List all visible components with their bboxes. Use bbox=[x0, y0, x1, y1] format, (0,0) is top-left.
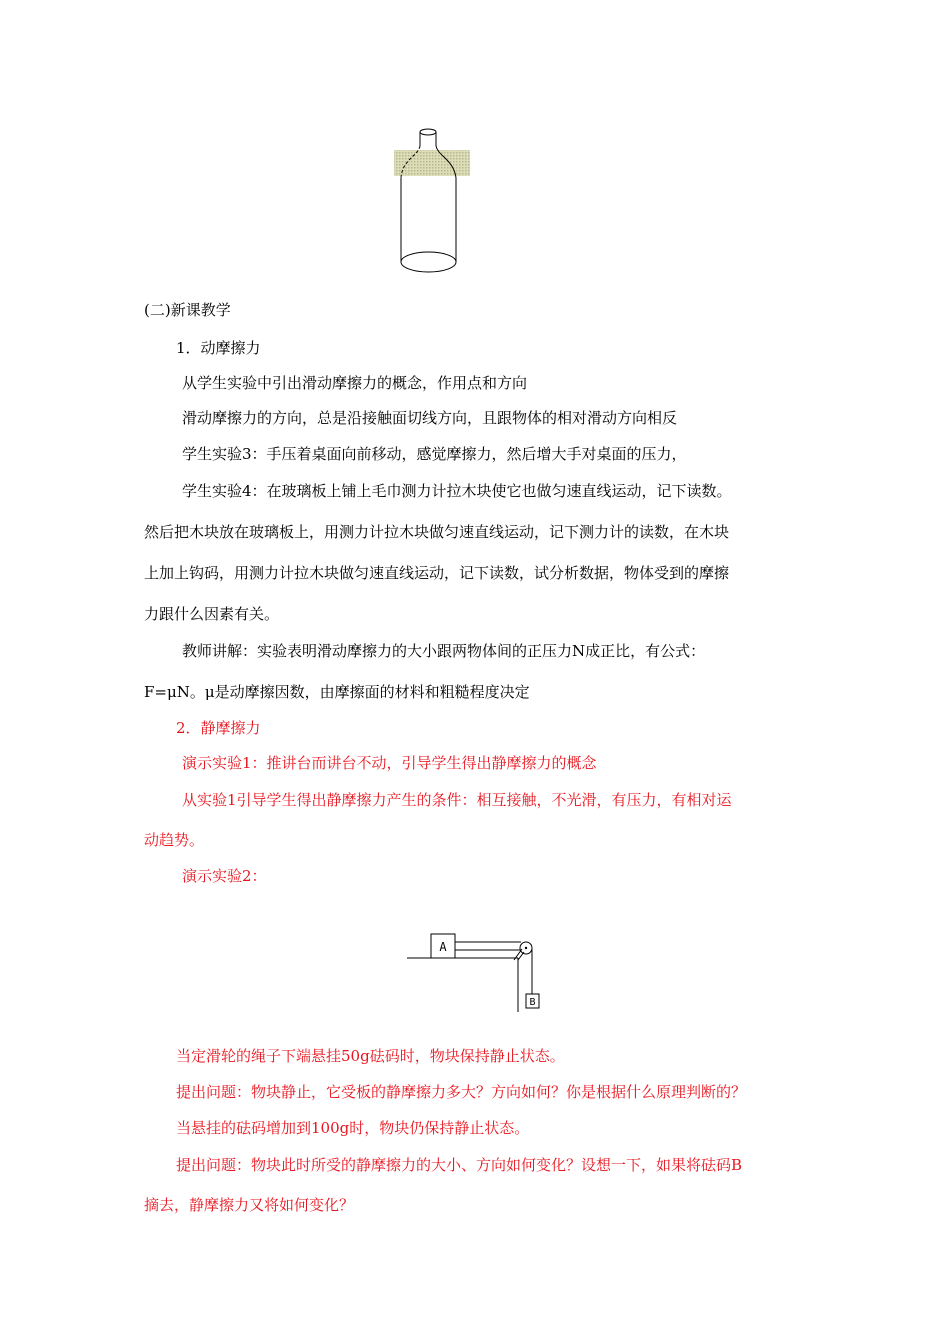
pulley-diagram bbox=[405, 928, 555, 1018]
paragraph: 动趋势。 bbox=[144, 831, 205, 849]
paragraph: 提出问题：物块静止，它受板的静摩擦力多大？方向如何？你是根据什么原理判断的？ bbox=[176, 1083, 747, 1101]
item1-title: 1．动摩擦力 bbox=[176, 339, 261, 357]
paragraph: 从实验1引导学生得出静摩擦力产生的条件：相互接触，不光滑，有压力，有相对运 bbox=[182, 791, 732, 809]
paragraph: 上加上钩码，用测力计拉木块做匀速直线运动，记下读数，试分析数据，物体受到的摩擦 bbox=[144, 564, 730, 582]
paragraph: 演示实验1：推讲台而讲台不动，引导学生得出静摩擦力的概念 bbox=[182, 754, 597, 772]
section-heading: (二)新课教学 bbox=[144, 301, 231, 319]
paragraph: 从学生实验中引出滑动摩擦力的概念，作用点和方向 bbox=[182, 374, 528, 392]
paragraph: 当悬挂的砝码增加到100g时，物块仍保持静止状态。 bbox=[176, 1119, 530, 1137]
paragraph: 力跟什么因素有关。 bbox=[144, 605, 280, 623]
paragraph: 摘去，静摩擦力又将如何变化？ bbox=[144, 1196, 355, 1214]
paragraph: 提出问题：物块此时所受的静摩擦力的大小、方向如何变化？设想一下，如果将砝码B bbox=[176, 1156, 743, 1174]
paragraph: 然后把木块放在玻璃板上，用测力计拉木块做匀速直线运动，记下测力计的读数，在木块 bbox=[144, 523, 730, 541]
paragraph: 学生实验4：在玻璃板上铺上毛巾测力计拉木块使它也做匀速直线运动，记下读数。 bbox=[182, 482, 732, 500]
paragraph: 滑动摩擦力的方向，总是沿接触面切线方向，且跟物体的相对滑动方向相反 bbox=[182, 409, 678, 427]
block-b-label: B bbox=[529, 997, 536, 1008]
paragraph: 学生实验3：手压着桌面向前移动，感觉摩擦力，然后增大手对桌面的压力， bbox=[182, 445, 687, 463]
paragraph: 演示实验2： bbox=[182, 867, 267, 885]
block-a-label: A bbox=[439, 940, 447, 954]
paragraph: 教师讲解：实验表明滑动摩擦力的大小跟两物体间的正压力N成正比，有公式： bbox=[182, 642, 706, 660]
item2-title: 2．静摩擦力 bbox=[176, 719, 261, 737]
paragraph: 当定滑轮的绳子下端悬挂50g砝码时，物块保持静止状态。 bbox=[176, 1047, 565, 1065]
shaded-band bbox=[394, 150, 470, 176]
formula-line: F=μN。μ是动摩擦因数，由摩擦面的材料和粗糙程度决定 bbox=[144, 683, 530, 701]
bottle-diagram bbox=[390, 122, 480, 282]
